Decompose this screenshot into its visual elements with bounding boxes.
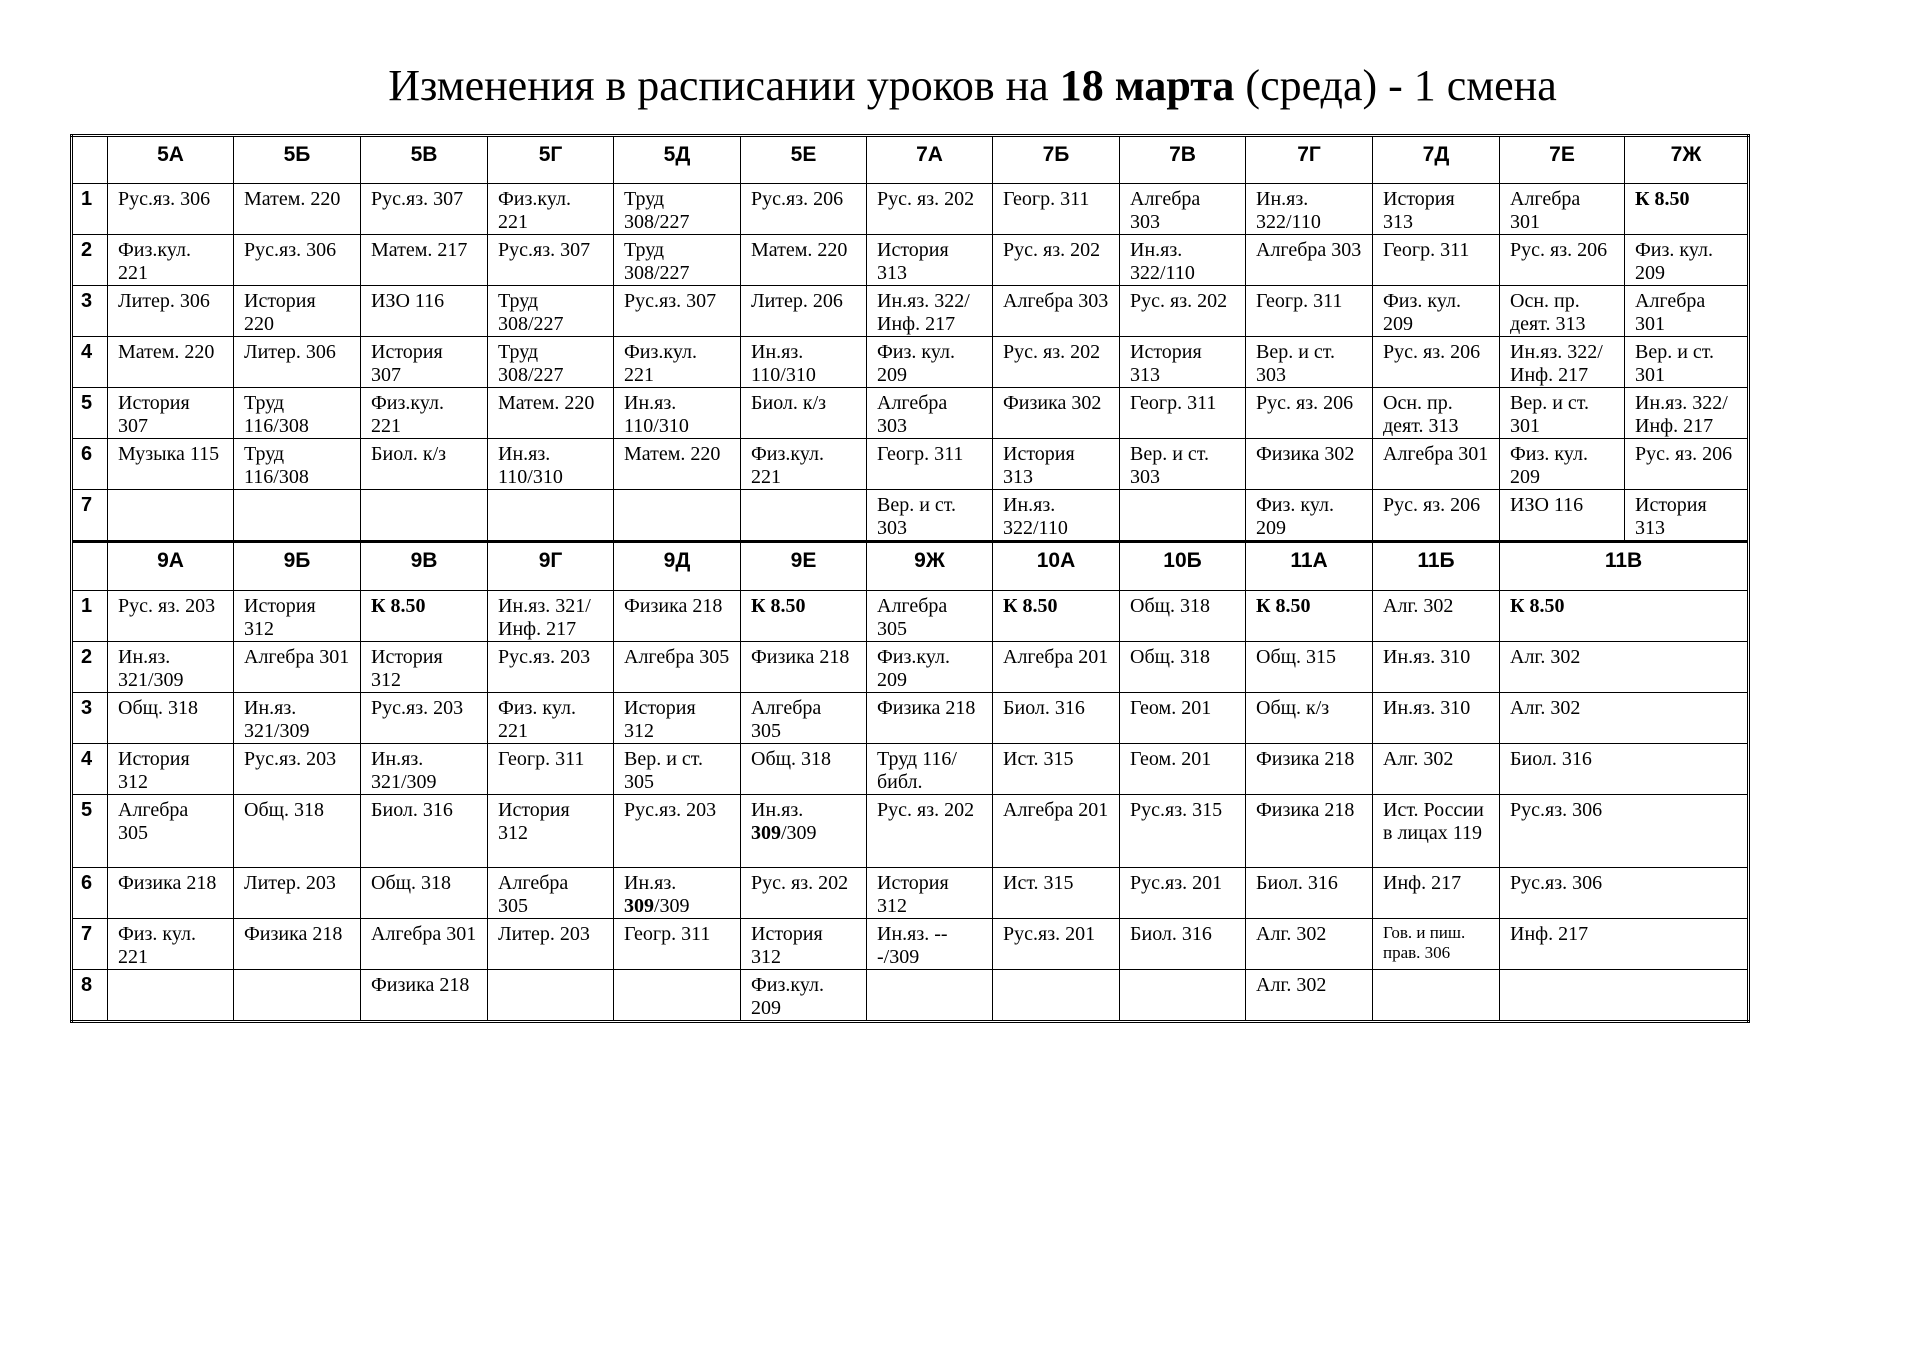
title-part2: (среда) - 1 смена [1234, 61, 1557, 110]
schedule-cell [234, 490, 361, 542]
schedule-cell: Физ.кул. 209 [867, 642, 993, 693]
class-header-10: 11Б [1373, 542, 1500, 591]
schedule-cell: Биол. к/з [741, 388, 867, 439]
schedule-cell: Геогр. 311 [1120, 388, 1246, 439]
schedule-cell: Общ. 318 [108, 693, 234, 744]
schedule-cell: Общ. 315 [1246, 642, 1373, 693]
schedule-cell: К 8.50 [1246, 591, 1373, 642]
table-row [72, 970, 1749, 1022]
schedule-cell: Физ. кул. 209 [867, 337, 993, 388]
schedule-cell: Алгебра 201 [993, 642, 1120, 693]
schedule-cell: Труд 116/библ. [867, 744, 993, 795]
schedule-cell [108, 490, 234, 542]
schedule-cell [614, 970, 741, 1022]
table-row [72, 286, 1749, 337]
schedule-cell: Ин.яз. 309/309 [614, 868, 741, 919]
table-row [72, 744, 1749, 795]
schedule-cell: Алгебра 305 [488, 868, 614, 919]
schedule-cell: Геогр. 311 [993, 184, 1120, 235]
table-row [72, 439, 1749, 490]
schedule-cell: Алгебра 305 [867, 591, 993, 642]
class-header-4: 9Д [614, 542, 741, 591]
table-row [72, 388, 1749, 439]
schedule-cell: Ин.яз. 322/ Инф. 217 [1625, 388, 1749, 439]
schedule-cell: Рус. яз. 206 [1373, 337, 1500, 388]
class-header-10: 7Д [1373, 136, 1500, 184]
schedule-cell: История 312 [741, 919, 867, 970]
schedule-cell: История 312 [867, 868, 993, 919]
schedule-cell: Рус.яз. 306 [1500, 795, 1749, 868]
class-header-8: 10Б [1120, 542, 1246, 591]
schedule-cell: Ин.яз. ---/309 [867, 919, 993, 970]
schedule-cell: ИЗО 116 [361, 286, 488, 337]
class-header-5: 5Е [741, 136, 867, 184]
schedule-cell: К 8.50 [1500, 591, 1749, 642]
schedule-cell: Труд 308/227 [614, 184, 741, 235]
schedule-cell [614, 490, 741, 542]
schedule-cell: Биол. 316 [1120, 919, 1246, 970]
schedule-cell: История 312 [488, 795, 614, 868]
schedule-cell: Алгебра 305 [614, 642, 741, 693]
schedule-cell: Физ.кул. 221 [614, 337, 741, 388]
table-row [72, 693, 1749, 744]
schedule-cell: Осн. пр. деят. 313 [1373, 388, 1500, 439]
schedule-cell: Рус. яз. 206 [1500, 235, 1625, 286]
schedule-cell: Рус. яз. 206 [1625, 439, 1749, 490]
class-header-2: 9В [361, 542, 488, 591]
schedule-table [70, 134, 1750, 1023]
schedule-cell: Физ.кул. 209 [741, 970, 867, 1022]
schedule-cell [1500, 970, 1749, 1022]
schedule-cell: Рус.яз. 203 [614, 795, 741, 868]
lesson-number: 1 [72, 591, 108, 642]
lesson-number: 2 [72, 642, 108, 693]
schedule-cell: Общ. 318 [1120, 591, 1246, 642]
schedule-cell: Труд 308/227 [488, 286, 614, 337]
schedule-cell: Рус.яз. 306 [1500, 868, 1749, 919]
schedule-cell: Биол. 316 [1500, 744, 1749, 795]
schedule-cell: История 312 [108, 744, 234, 795]
schedule-cell: Алг. 302 [1246, 970, 1373, 1022]
schedule-cell: Гов. и пиш. прав. 306 [1373, 919, 1500, 970]
schedule-cell: Биол. 316 [993, 693, 1120, 744]
schedule-cell: История 313 [993, 439, 1120, 490]
schedule-cell: Физика 218 [741, 642, 867, 693]
header-row [72, 136, 1749, 184]
schedule-cell: Рус.яз. 306 [234, 235, 361, 286]
schedule-cell: Физ. кул. 209 [1625, 235, 1749, 286]
schedule-cell: Физ.кул. 221 [361, 388, 488, 439]
schedule-cell: Труд 116/308 [234, 439, 361, 490]
schedule-cell: История 307 [108, 388, 234, 439]
schedule-cell [993, 970, 1120, 1022]
corner-cell [72, 136, 108, 184]
schedule-cell: К 8.50 [993, 591, 1120, 642]
schedule-cell: Алгебра 301 [234, 642, 361, 693]
schedule-cell: Рус.яз. 307 [614, 286, 741, 337]
lesson-number: 1 [72, 184, 108, 235]
schedule-cell: История 313 [1373, 184, 1500, 235]
schedule-cell: Алг. 302 [1500, 642, 1749, 693]
schedule-cell: Биол. к/з [361, 439, 488, 490]
schedule-cell: ИЗО 116 [1500, 490, 1625, 542]
schedule-cell: Ист. 315 [993, 744, 1120, 795]
lesson-number: 7 [72, 490, 108, 542]
schedule-cell: Геогр. 311 [1373, 235, 1500, 286]
schedule-cell: Ин.яз. 310 [1373, 693, 1500, 744]
schedule-cell: Геом. 201 [1120, 693, 1246, 744]
schedule-cell: Ин.яз. 110/310 [741, 337, 867, 388]
schedule-cell: Физ. кул. 221 [108, 919, 234, 970]
schedule-cell: Инф. 217 [1500, 919, 1749, 970]
schedule-cell: Физика 218 [234, 919, 361, 970]
schedule-cell: История 307 [361, 337, 488, 388]
schedule-cell: К 8.50 [361, 591, 488, 642]
table-row [72, 795, 1749, 868]
table-row [72, 642, 1749, 693]
schedule-cell: Алгебра 201 [993, 795, 1120, 868]
class-header-11: 11В [1500, 542, 1749, 591]
schedule-cell: Физ.кул. 221 [741, 439, 867, 490]
class-header-11: 7Е [1500, 136, 1625, 184]
lesson-number: 6 [72, 439, 108, 490]
header-row-2 [72, 542, 1749, 591]
schedule-cell: Алгебра 303 [1120, 184, 1246, 235]
class-header-12: 7Ж [1625, 136, 1749, 184]
schedule-cell: Алг. 302 [1373, 744, 1500, 795]
schedule-cell: Физ. кул. 209 [1373, 286, 1500, 337]
lesson-number: 4 [72, 337, 108, 388]
schedule-cell: Рус.яз. 307 [488, 235, 614, 286]
schedule-cell [1120, 490, 1246, 542]
table-row [72, 235, 1749, 286]
table-row [72, 490, 1749, 542]
class-header-1: 5Б [234, 136, 361, 184]
schedule-cell: Литер. 203 [488, 919, 614, 970]
schedule-cell: Физика 218 [614, 591, 741, 642]
schedule-cell: Ин.яз. 322/110 [1246, 184, 1373, 235]
schedule-cell: Рус. яз. 206 [1373, 490, 1500, 542]
lesson-number: 4 [72, 744, 108, 795]
schedule-cell: История 220 [234, 286, 361, 337]
class-header-1: 9Б [234, 542, 361, 591]
class-header-7: 10А [993, 542, 1120, 591]
schedule-cell: Рус. яз. 202 [993, 337, 1120, 388]
schedule-cell: Рус. яз. 202 [741, 868, 867, 919]
schedule-cell: Геогр. 311 [867, 439, 993, 490]
schedule-cell: Труд 308/227 [614, 235, 741, 286]
schedule-cell: Рус.яз. 206 [741, 184, 867, 235]
schedule-cell: Ист. 315 [993, 868, 1120, 919]
schedule-cell: Ин.яз. 310 [1373, 642, 1500, 693]
schedule-cell: Рус.яз. 315 [1120, 795, 1246, 868]
table-row [72, 184, 1749, 235]
schedule-cell: История 312 [234, 591, 361, 642]
table-row [72, 591, 1749, 642]
schedule-cell: Алгебра 305 [108, 795, 234, 868]
schedule-cell: Литер. 306 [108, 286, 234, 337]
schedule-cell: Рус.яз. 203 [488, 642, 614, 693]
lesson-number: 5 [72, 795, 108, 868]
lesson-number: 3 [72, 286, 108, 337]
schedule-cell: Ин.яз. 110/310 [614, 388, 741, 439]
schedule-cell [488, 490, 614, 542]
schedule-cell: Литер. 203 [234, 868, 361, 919]
schedule-cell: История 313 [867, 235, 993, 286]
lesson-number: 3 [72, 693, 108, 744]
lesson-number: 8 [72, 970, 108, 1022]
class-header-9: 7Г [1246, 136, 1373, 184]
schedule-cell: Физ.кул. 221 [488, 184, 614, 235]
schedule-cell [361, 490, 488, 542]
class-header-2: 5В [361, 136, 488, 184]
class-header-3: 5Г [488, 136, 614, 184]
schedule-cell: Алгебра 301 [1500, 184, 1625, 235]
schedule-cell: История 313 [1120, 337, 1246, 388]
schedule-cell: Алгебра 303 [993, 286, 1120, 337]
schedule-cell: Алгебра 305 [741, 693, 867, 744]
schedule-cell: Физика 218 [361, 970, 488, 1022]
schedule-cell: Ин.яз. 322/110 [993, 490, 1120, 542]
schedule-cell: Вер. и ст. 303 [867, 490, 993, 542]
schedule-cell: Физ. кул. 209 [1246, 490, 1373, 542]
schedule-cell: Матем. 217 [361, 235, 488, 286]
schedule-cell: Общ. 318 [1120, 642, 1246, 693]
schedule-cell: Матем. 220 [741, 235, 867, 286]
schedule-cell: Общ. к/з [1246, 693, 1373, 744]
schedule-cell: Литер. 306 [234, 337, 361, 388]
schedule-cell: Общ. 318 [234, 795, 361, 868]
schedule-cell: Алгебра 301 [1625, 286, 1749, 337]
schedule-cell: Ин.яз. 321/309 [234, 693, 361, 744]
schedule-cell: Рус.яз. 201 [993, 919, 1120, 970]
schedule-cell: Рус.яз. 201 [1120, 868, 1246, 919]
schedule-cell: История 313 [1625, 490, 1749, 542]
schedule-cell: Вер. и ст. 305 [614, 744, 741, 795]
schedule-cell: Рус. яз. 202 [867, 795, 993, 868]
lesson-number: 2 [72, 235, 108, 286]
schedule-cell: История 312 [361, 642, 488, 693]
schedule-cell: Рус.яз. 203 [361, 693, 488, 744]
schedule-cell: Алг. 302 [1373, 591, 1500, 642]
schedule-cell: Рус. яз. 202 [1120, 286, 1246, 337]
schedule-cell [234, 970, 361, 1022]
class-header-9: 11А [1246, 542, 1373, 591]
schedule-cell: Физ.кул. 221 [108, 235, 234, 286]
schedule-cell: Ист. России в лицах 119 [1373, 795, 1500, 868]
schedule-cell: Рус. яз. 202 [867, 184, 993, 235]
schedule-cell: Матем. 220 [234, 184, 361, 235]
schedule-cell: Труд 116/308 [234, 388, 361, 439]
class-header-6: 7А [867, 136, 993, 184]
schedule-cell: Алгебра 301 [361, 919, 488, 970]
class-header-5: 9Е [741, 542, 867, 591]
schedule-cell: Рус. яз. 202 [993, 235, 1120, 286]
schedule-cell: Биол. 316 [361, 795, 488, 868]
schedule-cell [488, 970, 614, 1022]
schedule-cell: Алг. 302 [1500, 693, 1749, 744]
schedule-cell: Физ. кул. 221 [488, 693, 614, 744]
schedule-cell: Ин.яз. 321/309 [108, 642, 234, 693]
table-row [72, 337, 1749, 388]
corner-cell [72, 542, 108, 591]
schedule-cell: Физика 218 [108, 868, 234, 919]
title-date: 18 марта [1059, 61, 1235, 110]
schedule-cell: Вер. и ст. 303 [1246, 337, 1373, 388]
schedule-cell: Физ. кул. 209 [1500, 439, 1625, 490]
lesson-number: 6 [72, 868, 108, 919]
schedule-cell: Осн. пр. деят. 313 [1500, 286, 1625, 337]
schedule-cell: К 8.50 [741, 591, 867, 642]
schedule-cell: Алгебра 303 [867, 388, 993, 439]
schedule-cell: Биол. 316 [1246, 868, 1373, 919]
schedule-cell: Матем. 220 [614, 439, 741, 490]
lesson-number: 5 [72, 388, 108, 439]
schedule-cell [867, 970, 993, 1022]
schedule-cell: Инф. 217 [1373, 868, 1500, 919]
class-header-3: 9Г [488, 542, 614, 591]
schedule-cell: Труд 308/227 [488, 337, 614, 388]
schedule-cell [1373, 970, 1500, 1022]
schedule-cell: Ин.яз. 321/309 [361, 744, 488, 795]
schedule-cell: Ин.яз. 110/310 [488, 439, 614, 490]
schedule-cell: История 312 [614, 693, 741, 744]
schedule-cell: Вер. и ст. 301 [1625, 337, 1749, 388]
lesson-number: 7 [72, 919, 108, 970]
class-header-0: 9А [108, 542, 234, 591]
class-header-8: 7В [1120, 136, 1246, 184]
schedule-cell: Музыка 115 [108, 439, 234, 490]
page-title [0, 60, 1920, 111]
schedule-cell: Рус.яз. 306 [108, 184, 234, 235]
schedule-cell: Физика 302 [1246, 439, 1373, 490]
schedule-cell [741, 490, 867, 542]
table-row [72, 868, 1749, 919]
schedule-cell: Алгебра 303 [1246, 235, 1373, 286]
schedule-cell: Ин.яз. 322/ Инф. 217 [867, 286, 993, 337]
schedule-cell: Ин.яз. 321/ Инф. 217 [488, 591, 614, 642]
schedule-cell: Общ. 318 [741, 744, 867, 795]
class-header-6: 9Ж [867, 542, 993, 591]
schedule-cell: Физика 218 [1246, 744, 1373, 795]
schedule-cell: Ин.яз. 322/110 [1120, 235, 1246, 286]
schedule-cell: Геом. 201 [1120, 744, 1246, 795]
schedule-cell: К 8.50 [1625, 184, 1749, 235]
class-header-7: 7Б [993, 136, 1120, 184]
schedule-cell: Вер. и ст. 301 [1500, 388, 1625, 439]
schedule-cell: Геогр. 311 [614, 919, 741, 970]
schedule-cell: Геогр. 311 [1246, 286, 1373, 337]
schedule-cell: Рус.яз. 203 [234, 744, 361, 795]
schedule-cell: Литер. 206 [741, 286, 867, 337]
schedule-cell: Физика 302 [993, 388, 1120, 439]
class-header-4: 5Д [614, 136, 741, 184]
schedule-cell: Общ. 318 [361, 868, 488, 919]
schedule-cell: Рус. яз. 206 [1246, 388, 1373, 439]
schedule-cell [108, 970, 234, 1022]
schedule-cell: Алгебра 301 [1373, 439, 1500, 490]
table-row [72, 919, 1749, 970]
schedule-cell: Физика 218 [1246, 795, 1373, 868]
schedule-cell: Рус. яз. 203 [108, 591, 234, 642]
schedule-cell: Ин.яз. 322/ Инф. 217 [1500, 337, 1625, 388]
schedule-cell: Вер. и ст. 303 [1120, 439, 1246, 490]
class-header-0: 5А [108, 136, 234, 184]
title-part1: Изменения в расписании уроков на [388, 61, 1060, 110]
schedule-cell: Геогр. 311 [488, 744, 614, 795]
schedule-cell [1120, 970, 1246, 1022]
schedule-cell: Алг. 302 [1246, 919, 1373, 970]
schedule-cell: Ин.яз. 309/309 [741, 795, 867, 868]
schedule-cell: Рус.яз. 307 [361, 184, 488, 235]
schedule-cell: Матем. 220 [108, 337, 234, 388]
schedule-cell: Физика 218 [867, 693, 993, 744]
schedule-cell: Матем. 220 [488, 388, 614, 439]
